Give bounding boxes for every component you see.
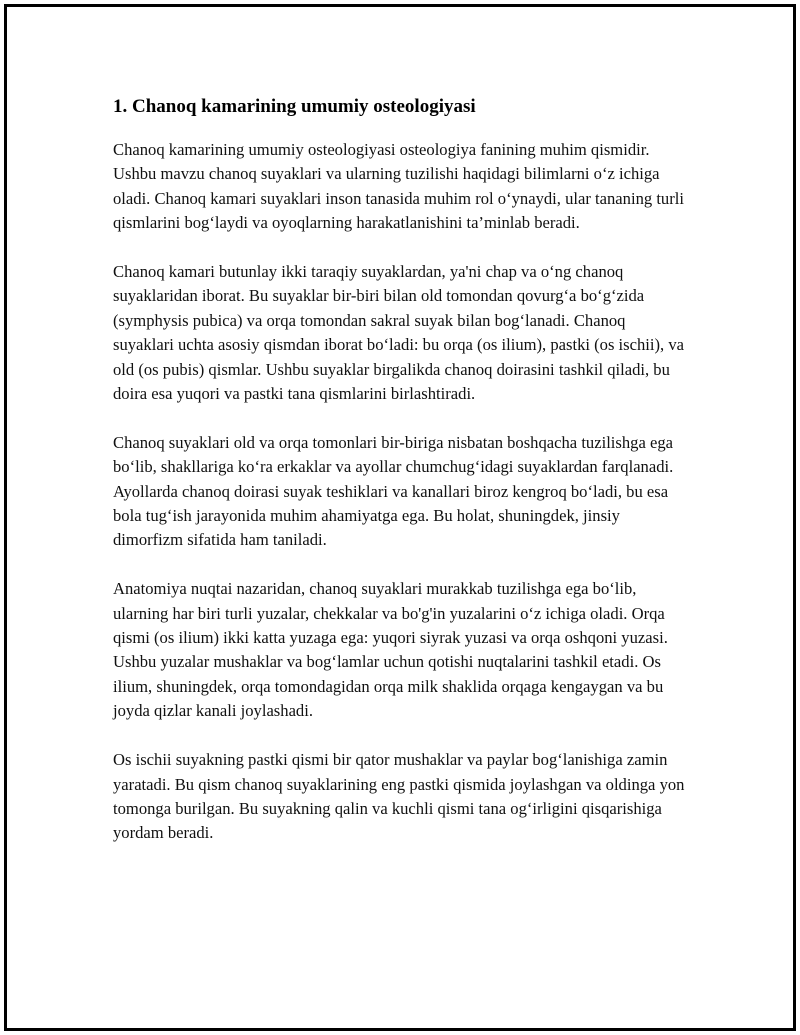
paragraph-3: Chanoq suyaklari old va orqa tomonlari bir-biriga nisbatan boshqacha tuzilishga ega bo‘lib, shakllariga ko‘ra erkaklar va ayollar chumchug‘idagi suyaklardan farqlanadi. Ayollarda chanoq doirasi suyak teshiklari va kanallari biroz kengroq bo‘ladi, bu esa bola tug‘ish jarayonida muhim ahamiyatga ega. Bu holat, shuningdek, jinsiy dimorfizm sifatida ham taniladi. [113,432,674,550]
paragraph-4: Anatomiya nuqtai nazaridan, chanoq suyaklari murakkab tuzilishga ega bo‘lib, ularning har biri turli yuzalar, chekkalar va bo'g'in yuzalarini o‘z ichiga oladi. Orqa qismi (os ilium) ikki katta yuzaga ega: yuqori siyrak yuzasi va orqa oshqoni yuzasi. Ushbu yuzalar mushaklar va bog‘lamlar uchun qotishi nuqtalarini tashkil etadi. Os ilium, shuningdek, orqa tomondagidan orqa milk shaklida orqaga kengaygan va bu joyda qizlar kanali joylashadi. [113,579,668,721]
section-heading: 1. Chanoq kamarining umumiy osteologiyasi [113,96,476,117]
document-body [113,88,688,870]
paragraph-5: Os ischii suyakning pastki qismi bir qator mushaklar va paylar bog‘lanishiga zamin yaratadi. Bu qism chanoq suyaklarining eng pastki qismida joylashgan va oldinga yon tomonga burilgan. Bu suyakning qalin va kuchli qismi tana og‘irligini qisqarishiga yordam beradi. [113,750,685,843]
paragraph-1: Chanoq kamarining umumiy osteologiyasi osteologiya fanining muhim qismidir. Ushbu mavzu chanoq suyaklari va ularning tuzilishi haqidagi bilimlarni o‘z ichiga oladi. Chanoq kamari suyaklari inson tanasida muhim rol o‘ynaydi, ular tananing turli qismlarini bog‘laydi va oyoqlarning harakatlanishini ta’minlab beradi. [113,140,684,233]
paragraph-2: Chanoq kamari butunlay ikki taraqiy suyaklardan, ya'ni chap va o‘ng chanoq suyaklaridan iborat. Bu suyaklar bir-biri bilan old tomondan qovurg‘a bo‘g‘zida (symphysis pubica) va orqa tomondan sakral suyak bilan bog‘lanadi. Chanoq suyaklari uchta asosiy qismdan iborat bo‘ladi: bu orqa (os ilium), pastki (os ischii), va old (os pubis) qismlar. Ushbu suyaklar birgalikda chanoq doirasini tashkil qiladi, bu doira esa yuqori va pastki tana qismlarini birlashtiradi. [113,262,684,404]
